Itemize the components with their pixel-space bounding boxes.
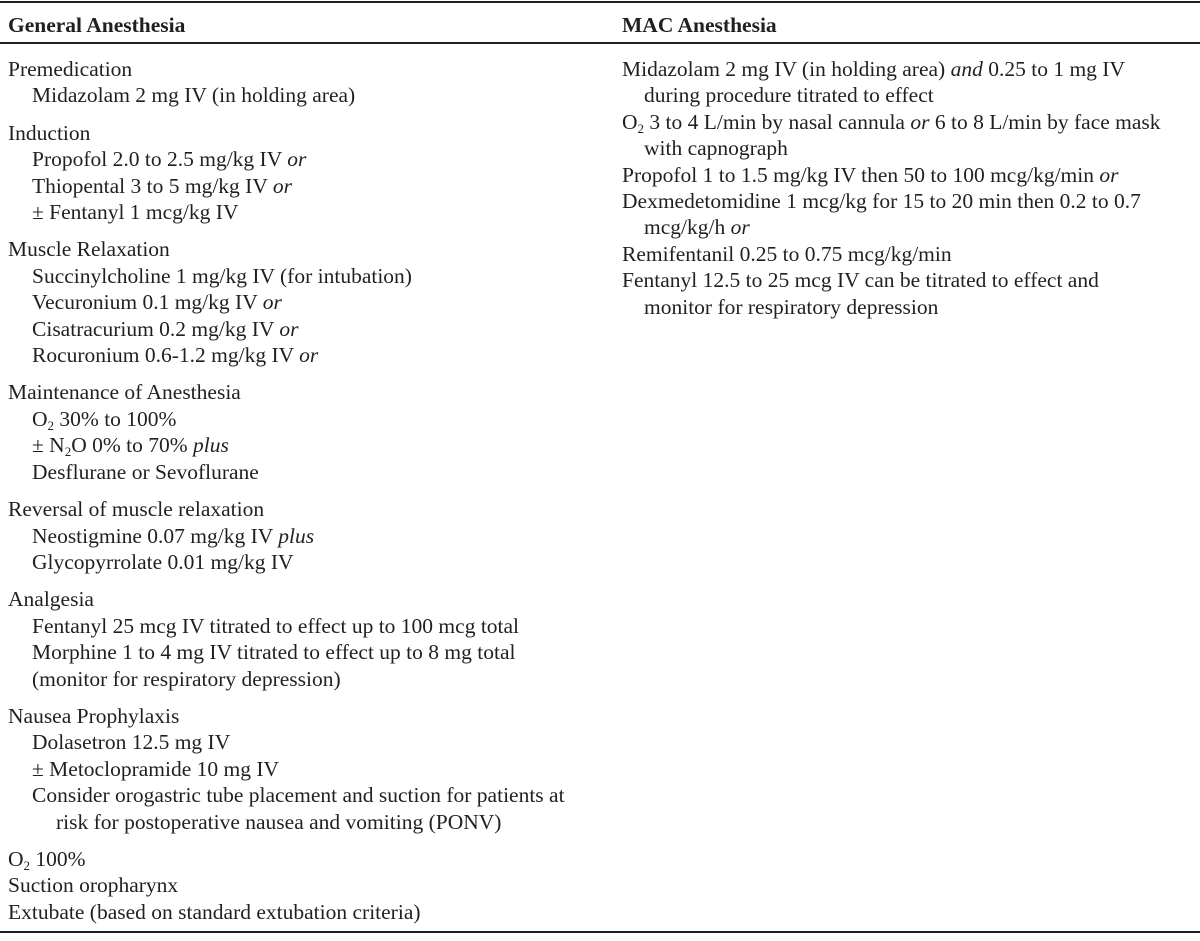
list-item: (monitor for respiratory depression) [32,666,341,691]
list-item: Dexmedetomidine 1 mcg/kg for 15 to 20 min then 0.2 to 0.7 mcg/kg/h or [622,189,1141,240]
list-item: Rocuronium 0.6-1.2 mg/kg IV or [32,343,319,368]
list-item: $O_2$ 3 to 4 L/min by nasal cannula or 6 to 8 L/min by face mask with capnograph [622,109,1161,161]
group-induction [8,120,608,226]
mac-anesthesia-column [622,56,1192,320]
list-item: Fentanyl 25 mcg IV titrated to effect up to 100 mcg total [32,613,520,638]
general-anesthesia-column [8,56,608,925]
list-item: Suction oropharynx [8,873,179,898]
list-item: Dolasetron 12.5 mg IV [32,730,231,755]
group-premedication [8,56,608,109]
group-analgesia [8,586,608,692]
list-item: Glycopyrrolate 0.01 mg/kg IV [32,549,294,574]
group-reversal [8,496,608,575]
list-item: Succinylcholine 1 mg/kg IV (for intubation) [32,263,412,288]
group-title: Premedication [8,57,133,81]
list-item: $O_2$ 100% [8,846,86,873]
list-item: Midazolam 2 mg IV (in holding area) and 0.25 to 1 mg IV during procedure titrated to effect [622,57,1125,108]
header-mac-anesthesia: MAC Anesthesia [622,13,777,37]
list-item: Extubate (based on standard extubation criteria) [8,899,421,924]
list-item: Vecuronium 0.1 mg/kg IV or [32,290,282,315]
list-item: $O_2$ 30% to 100% [32,406,177,433]
bottom-rule [0,931,1200,933]
list-item: ± $N_2O$ 0% to 70% plus [32,433,229,460]
list-item: Desflurane or Sevoflurane [32,459,259,484]
list-item: Propofol 1 to 1.5 mg/kg IV then 50 to 100 mcg/kg/min or [622,162,1119,187]
group-maintenance [8,379,608,485]
group-title: Muscle Relaxation [8,237,170,262]
group-nausea-prophylaxis [8,703,608,835]
list-item: ± Fentanyl 1 mcg/kg IV [32,200,239,225]
top-rule [0,1,1200,3]
list-item: Thiopental 3 to 5 mg/kg IV or [32,173,292,198]
list-item: Fentanyl 12.5 to 25 mcg IV can be titrated to effect and monitor for respiratory depression [622,268,1099,319]
header-general-anesthesia: General Anesthesia [8,13,186,37]
group-title: Maintenance of Anesthesia [8,380,241,405]
list-item: Propofol 2.0 to 2.5 mg/kg IV or [32,147,307,172]
list-item: Neostigmine 0.07 mg/kg IV plus [32,523,315,548]
list-item: Consider orogastric tube placement and suction for patients at risk for postoperative nausea and vomiting (PONV) [32,783,565,834]
group-title: Nausea Prophylaxis [8,703,180,728]
list-item: Remifentanil 0.25 to 0.75 mcg/kg/min [622,241,952,266]
list-item: ± Metoclopramide 10 mg IV [32,756,280,781]
list-item: Midazolam 2 mg IV (in holding area) [32,83,356,108]
list-item: Cisatracurium 0.2 mg/kg IV or [32,316,299,341]
group-title: Reversal of muscle relaxation [8,497,265,522]
group-title: Analgesia [8,587,94,612]
group-muscle-relaxation [8,236,608,368]
header-rule [0,42,1200,44]
group-final-steps [8,846,608,925]
group-title: Induction [8,120,91,145]
list-item: Morphine 1 to 4 mg IV titrated to effect up to 8 mg total [32,640,516,665]
